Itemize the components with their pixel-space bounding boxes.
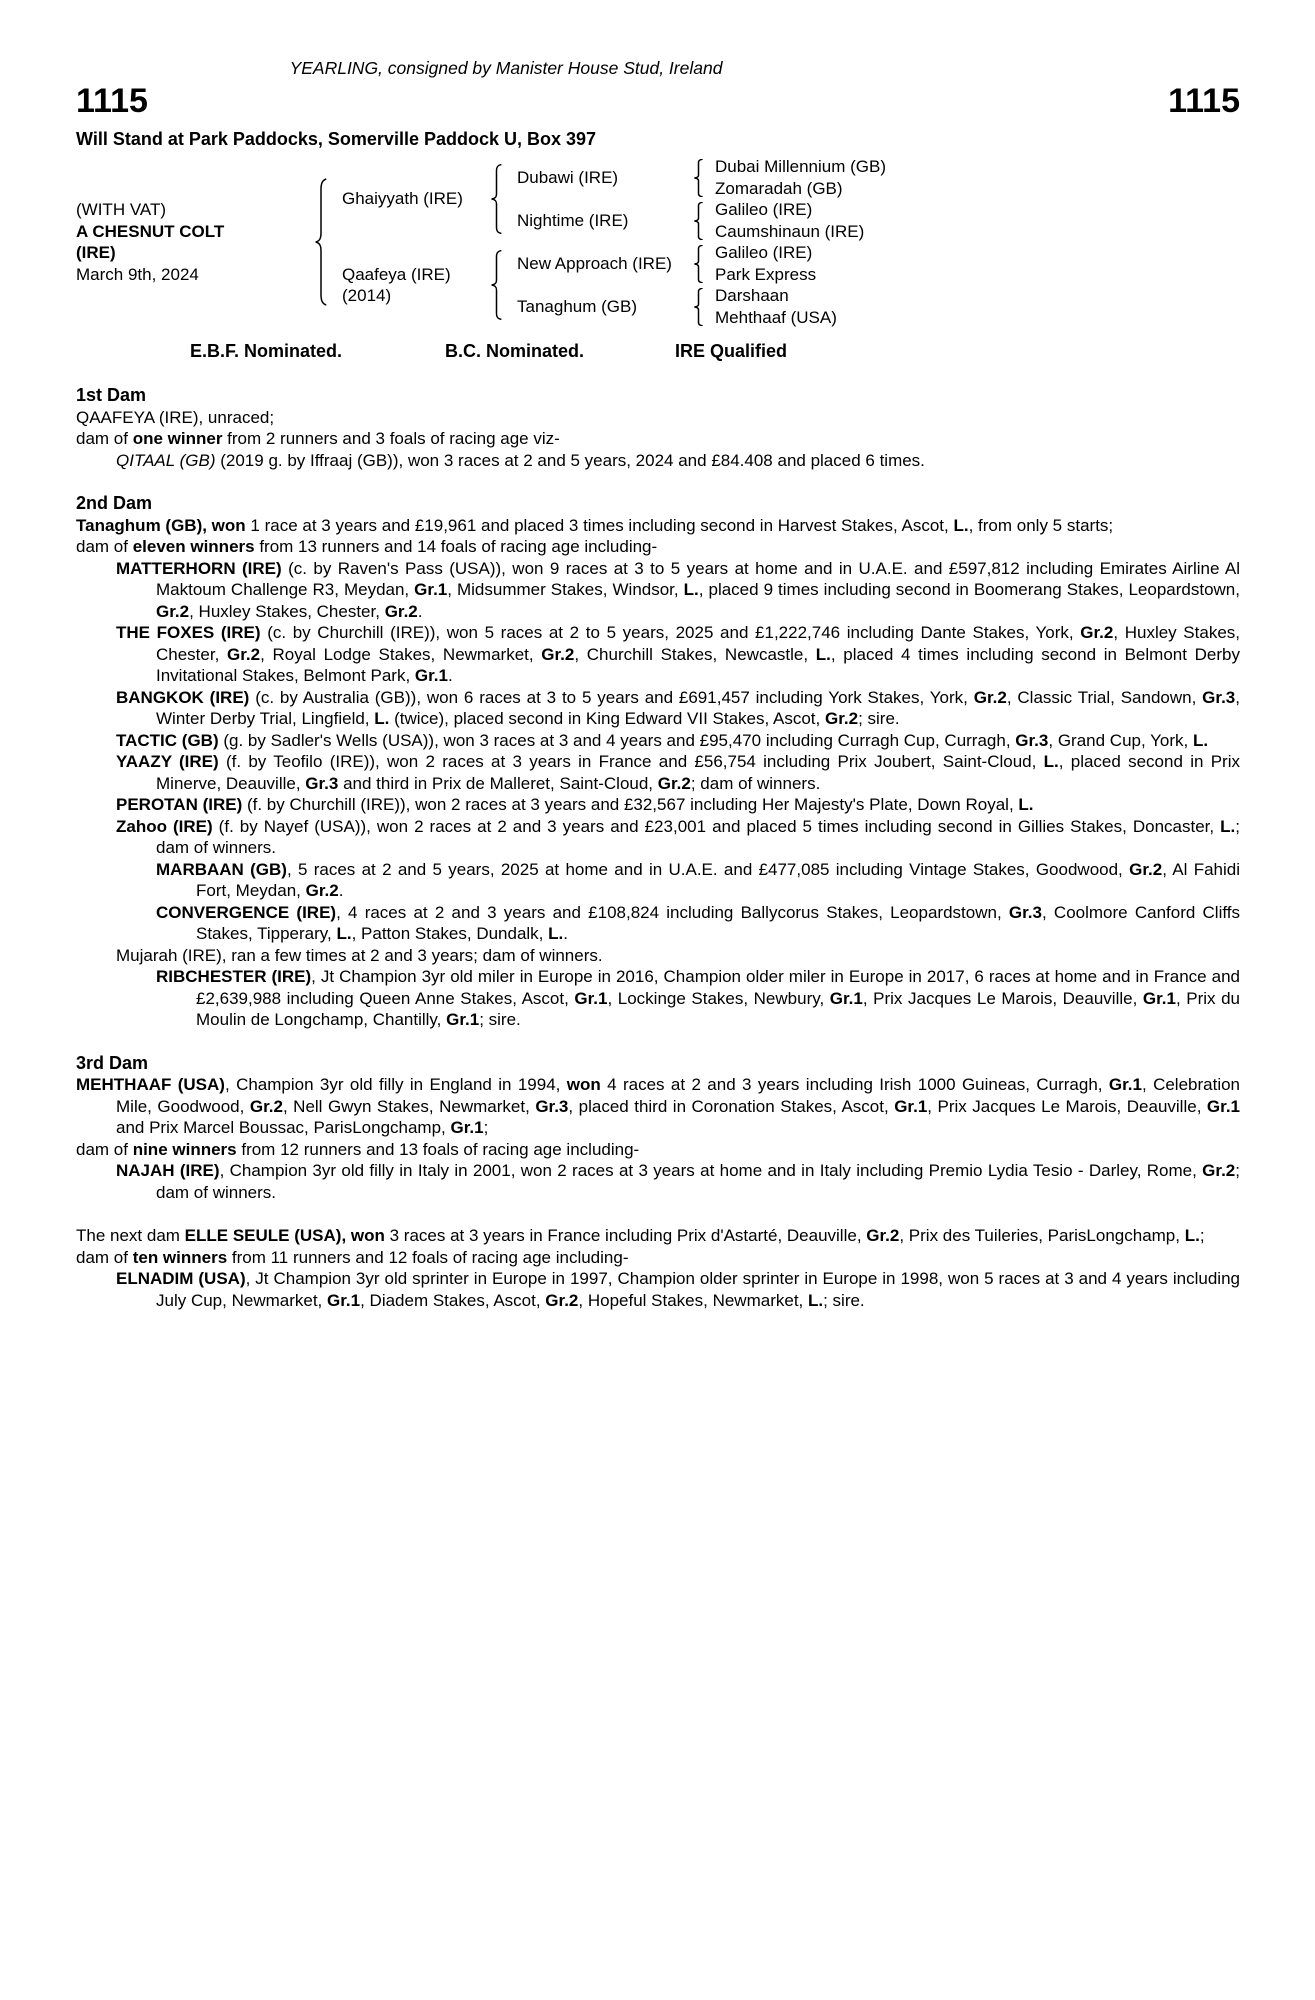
vat-note: (WITH VAT) <box>76 200 167 219</box>
pedigree-text-paragraph: PEROTAN (IRE) (f. by Churchill (IRE)), won 2 races at 3 years and £32,567 including Her Majesty's Plate, Down Royal, L. <box>116 795 1034 814</box>
pedigree-text-paragraph: CONVERGENCE (IRE), 4 races at 2 and 3 years and £108,824 including Ballycorus Stakes, Leopardstown, Gr.3, Coolmore Canford Cliffs Stakes, Tipperary, L., Patton Stakes, Dundalk, L.. <box>156 902 1240 943</box>
pedigree-text-paragraph: QITAAL (GB) (2019 g. by Iffraaj (GB)), won 3 races at 2 and 5 years, 2024 and £84.408 and placed 6 times. <box>116 450 925 470</box>
pedigree-table <box>76 156 1240 328</box>
grandparent-name: Nightime (IRE) <box>517 210 629 230</box>
pedigree-text-paragraph: MARBAAN (GB), 5 races at 2 and 5 years, 2025 at home and in U.A.E. and £477,085 including Vintage Stakes, Goodwood, Gr.2, Al Fahidi Fort, Meydan, Gr.2. <box>156 859 1240 900</box>
pedigree-text-paragraph: RIBCHESTER (IRE), Jt Champion 3yr old miler in Europe in 2016, Champion older miler in Europe in 2017, 6 races at home and in France and £2,639,988 including Queen Anne Stakes, Ascot, Gr.1, Lockinge Stakes, Newbury, Gr.1, Prix Jacques Le Marois, Deauville, Gr.1, Prix du Moulin de Longchamp, Chantilly, Gr.1; sire. <box>156 967 1241 1029</box>
foaling-date: March 9th, 2024 <box>76 264 199 284</box>
great-grandparent-name: Darshaan <box>715 286 789 305</box>
pedigree-brace-icon <box>314 178 328 306</box>
pedigree-text-paragraph: THE FOXES (IRE) (c. by Churchill (IRE)), won 5 races at 2 to 5 years, 2025 and £1,222,746 including Dante Stakes, York, Gr.2, Huxley Stakes, Chester, Gr.2, Royal Lodge Stakes, Newmarket, Gr.2, Churchill Stakes, Newcastle, L., placed 4 times including second in Belmont Derby Invitational Stakes, Belmont Park, Gr.1. <box>116 623 1241 685</box>
great-grandparent-name: Galileo (IRE) <box>715 243 813 262</box>
grandparent-name: Tanaghum (GB) <box>517 296 637 316</box>
consignment-line: YEARLING, consigned by Manister House Stud, Ireland <box>289 58 723 78</box>
pedigree-text-paragraph: YAAZY (IRE) (f. by Teofilo (IRE)), won 2 races at 3 years in France and £56,754 including Prix Joubert, Saint-Cloud, L., placed second in Prix Minerve, Deauville, Gr.3 and third in Prix de Malleret, Saint-Cloud, Gr.2; dam of winners. <box>116 752 1240 793</box>
catalog-sections <box>76 385 1240 1311</box>
pedigree-text-paragraph: Mujarah (IRE), ran a few times at 2 and 3 years; dam of winners. <box>116 945 603 965</box>
pedigree-text-paragraph: The next dam ELLE SEULE (USA), won 3 races at 3 years in France including Prix d'Astarté, Deauville, Gr.2, Prix des Tuileries, ParisLongchamp, L.; <box>76 1226 1205 1245</box>
great-grandparent-name: Dubai Millennium (GB) <box>715 157 886 176</box>
ire-qualified: IRE Qualified <box>675 341 788 361</box>
pedigree-text-paragraph: Tanaghum (GB), won 1 race at 3 years and £19,961 and placed 3 times including second in Harvest Stakes, Ascot, L., from only 5 starts; <box>76 515 1114 535</box>
grandparent-block <box>503 242 837 285</box>
pedigree-brace-icon <box>693 245 704 283</box>
dam-section-heading: 2nd Dam <box>76 493 153 513</box>
dam-section <box>76 1053 1240 1204</box>
pedigree-text-paragraph: BANGKOK (IRE) (c. by Australia (GB)), won 6 races at 3 to 5 years and £691,457 including York Stakes, York, Gr.2, Classic Trial, Sandown, Gr.3, Winter Derby Trial, Lingfield, L. (twice), placed second in King Edward VII Stakes, Ascot, Gr.2; sire. <box>116 687 1240 728</box>
grandparent-name: Dubawi (IRE) <box>517 167 619 187</box>
ebf-nomination: E.B.F. Nominated. <box>190 341 343 361</box>
pedigree-brace-icon <box>693 288 704 326</box>
dam-section <box>76 493 1240 1031</box>
pedigree-text-paragraph: dam of eleven winners from 13 runners and 14 foals of racing age including- <box>76 537 658 556</box>
pedigree-tree <box>314 156 886 328</box>
grandparent-block <box>503 285 837 328</box>
great-grandparent-name: Zomaradah (GB) <box>715 178 843 198</box>
sire-name: Ghaiyyath (IRE) <box>342 189 463 209</box>
pedigree-text-paragraph: MATTERHORN (IRE) (c. by Raven's Pass (USA)), won 9 races at 3 to 5 years at home and in U.A.E. and £597,812 including Emirates Airline Al Maktoum Challenge R3, Meydan, Gr.1, Midsummer Stakes, Windsor, L., placed 9 times including second in Boomerang Stakes, Leopardstown, Gr.2, Huxley Stakes, Chester, Gr.2. <box>116 558 1240 621</box>
pedigree-text-paragraph: MEHTHAAF (USA), Champion 3yr old filly in England in 1994, won 4 races at 2 and 3 years including Irish 1000 Guineas, Curragh, Gr.1, Celebration Mile, Goodwood, Gr.2, Nell Gwyn Stakes, Newmarket, Gr.3, placed third in Coronation Stakes, Ascot, Gr.1, Prix Jacques Le Marois, Deauville, Gr.1 and Prix Marcel Boussac, ParisLongchamp, Gr.1; <box>76 1075 1241 1137</box>
pedigree-text-paragraph: TACTIC (GB) (g. by Sadler's Wells (USA)), won 3 races at 3 and 4 years and £95,470 including Curragh Cup, Curragh, Gr.3, Grand Cup, York, L. <box>116 730 1209 750</box>
great-grandparent-name: Park Express <box>715 264 817 284</box>
colt-info <box>76 156 314 328</box>
great-grandparent-name: Caumshinaun (IRE) <box>715 221 865 241</box>
lot-number-row <box>76 84 1240 118</box>
lot-number-left: 1115 <box>76 82 148 120</box>
grandparent-block <box>503 199 886 242</box>
dam-year: (2014) <box>342 286 392 305</box>
pedigree-text-paragraph: ELNADIM (USA), Jt Champion 3yr old sprinter in Europe in 1997, Champion older sprinter in Europe in 1998, won 5 races at 3 and 4 years including July Cup, Newmarket, Gr.1, Diadem Stakes, Ascot, Gr.2, Hopeful Stakes, Newmarket, L.; sire. <box>116 1269 1240 1310</box>
lot-number-right: 1115 <box>1168 82 1240 120</box>
great-grandparent-name: Galileo (IRE) <box>715 200 813 219</box>
sire-block <box>328 156 886 242</box>
pedigree-text-paragraph: Zahoo (IRE) (f. by Nayef (USA)), won 2 races at 2 and 3 years and £23,001 and placed 5 times including second in Gillies Stakes, Doncaster, L.; dam of winners. <box>116 816 1240 857</box>
pedigree-text-paragraph: dam of ten winners from 11 runners and 12 foals of racing age including- <box>76 1247 629 1267</box>
pedigree-brace-icon <box>490 164 503 234</box>
pedigree-text-paragraph: QAAFEYA (IRE), unraced; <box>76 407 275 427</box>
pedigree-brace-icon <box>693 159 704 197</box>
pedigree-brace-icon <box>490 250 503 320</box>
dam-section <box>76 1225 1240 1311</box>
grandparent-name: New Approach (IRE) <box>517 253 672 273</box>
pedigree-text-paragraph: dam of one winner from 2 runners and 3 foals of racing age viz- <box>76 429 560 448</box>
dam-name: Qaafeya (IRE) <box>342 264 451 284</box>
dam-section-heading: 1st Dam <box>76 385 147 405</box>
nominations-row <box>76 341 1240 363</box>
pedigree-text-paragraph: dam of nine winners from 12 runners and 13 foals of racing age including- <box>76 1139 640 1159</box>
pedigree-brace-icon <box>693 202 704 240</box>
dam-section <box>76 385 1240 471</box>
great-grandparent-name: Mehthaaf (USA) <box>715 307 837 327</box>
dam-block <box>328 242 886 328</box>
colt-description-line1: A CHESNUT COLT <box>76 221 225 241</box>
grandparent-block <box>503 156 886 199</box>
stand-location: Will Stand at Park Paddocks, Somerville Paddock U, Box 397 <box>76 129 597 149</box>
colt-description-line2: (IRE) <box>76 243 116 262</box>
dam-section-heading: 3rd Dam <box>76 1052 149 1073</box>
bc-nomination: B.C. Nominated. <box>445 341 585 361</box>
pedigree-text-paragraph: NAJAH (IRE), Champion 3yr old filly in Italy in 2001, won 2 races at 3 years at home and in Italy including Premio Lydia Tesio - Darley, Rome, Gr.2; dam of winners. <box>116 1161 1240 1202</box>
